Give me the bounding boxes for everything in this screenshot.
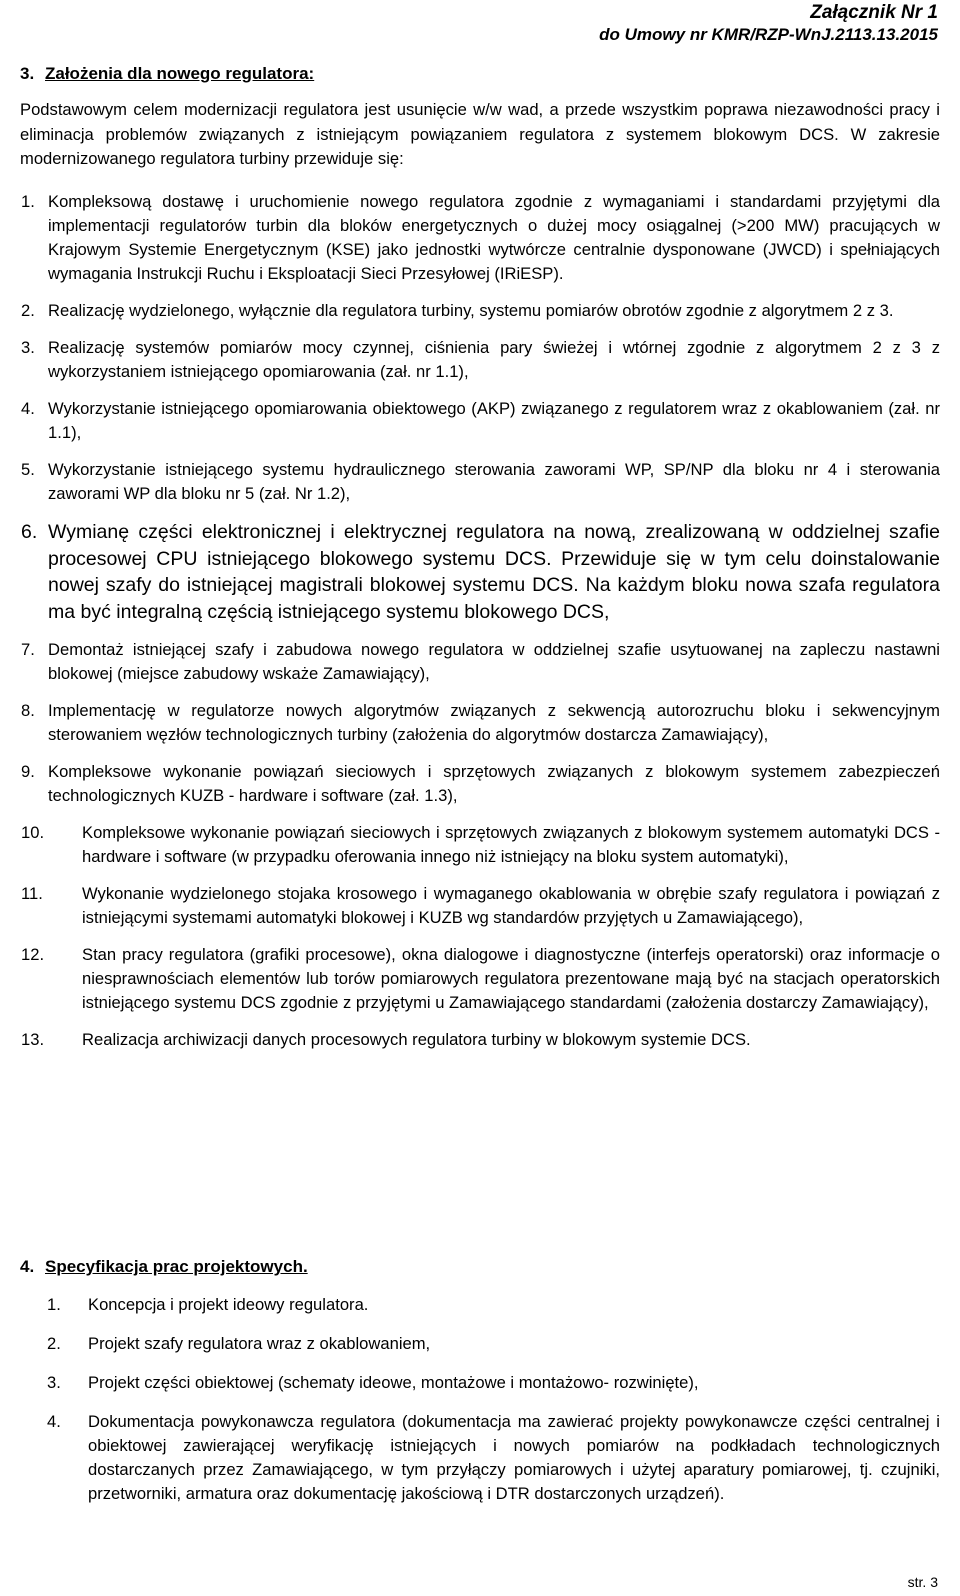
list-item-number: 11. <box>21 884 43 903</box>
list-item <box>20 190 940 286</box>
list-item <box>20 821 940 869</box>
list-item-number: 2. <box>21 301 35 320</box>
list-item-number: 5. <box>21 460 35 479</box>
list-item <box>20 1293 940 1317</box>
list-item-number: 13. <box>21 1030 45 1049</box>
list-item-number: 2. <box>47 1334 61 1353</box>
list-item-text: Implementację w regulatorze nowych algorytmów związanych z sekwencją autorozruchu bloku i sekwencyjnym sterowaniem węzłów technologicznych turbiny (założenia do algorytmów dostarcza Zamawiający), <box>48 701 940 744</box>
list-item-number: 3. <box>21 338 35 357</box>
list-item-number: 10. <box>21 823 45 842</box>
page-header <box>599 2 938 46</box>
list-item-text: Demontaż istniejącej szafy i zabudowa nowego regulatora w oddzielnej szafie usytuowanej na zapleczu nastawni blokowej (miejsce zabudowy wskaże Zamawiający), <box>48 640 940 683</box>
list-item-text: Realizację wydzielonego, wyłącznie dla regulatora turbiny, systemu pomiarów obrotów zgodnie z algorytmem 2 z 3. <box>48 301 894 320</box>
section-4-heading <box>20 1256 308 1278</box>
section-3-heading <box>20 63 314 85</box>
list-item-text: Kompleksowe wykonanie powiązań sieciowych i sprzętowych związanych z blokowym systemem zabezpieczeń technologicznych KUZB - hardware i software (zał. 1.3), <box>48 762 940 805</box>
section-3-intro: Podstawowym celem modernizacji regulatora jest usunięcie w/w wad, a przede wszystkim poprawa niezawodności pracy i eliminacja problemów związanych z istniejącym powiązaniem regulatora z systemem blokowym DCS. W zakresie modernizowanego regulatora turbiny przewiduje się: <box>20 100 940 168</box>
list-item <box>20 299 940 323</box>
list-item-number: 6. <box>21 521 38 543</box>
list-item <box>20 336 940 384</box>
list-item <box>20 1332 940 1356</box>
list-item <box>20 638 940 686</box>
list-item-number: 1. <box>47 1295 61 1314</box>
list-item-number: 12. <box>21 945 45 964</box>
section-4-title: Specyfikacja prac projektowych. <box>45 1257 308 1276</box>
list-item <box>20 699 940 747</box>
list-item <box>20 397 940 445</box>
list-item-text: Wykorzystanie istniejącego opomiarowania obiektowego (AKP) związanego z regulatorem wraz z okablowaniem (zał. nr 1.1), <box>48 399 940 442</box>
list-item-number: 4. <box>21 399 35 418</box>
section-3-list <box>20 190 940 1065</box>
page-number: str. 3 <box>907 1574 938 1590</box>
list-item-text: Wykorzystanie istniejącego systemu hydraulicznego sterowania zaworami WP, SP/NP dla bloku nr 4 i sterowania zaworami WP dla bloku nr 5 (zał. Nr 1.2), <box>48 460 940 503</box>
list-item-number: 3. <box>47 1373 61 1392</box>
list-item-number: 8. <box>21 701 35 720</box>
list-item <box>20 882 940 930</box>
list-item <box>20 1371 940 1395</box>
list-item-text: Wymianę części elektronicznej i elektrycznej regulatora na nową, zrealizowaną w oddzielnej szafie procesowej CPU istniejącego blokowego systemu DCS. Przewiduje się w tym celu doinstalowanie nowej szafy do istniejącej magistrali blokowej systemu DCS. Na każdym bloku nowa szafa regulatora ma być integralną częścią istniejącego systemu blokowego DCS, <box>48 521 940 623</box>
list-item <box>20 1028 940 1052</box>
list-item-text: Dokumentacja powykonawcza regulatora (dokumentacja ma zawierać projekty powykonawcze części centralnej i obiektowej zawierającej weryfikację istniejących i nowych pomiarów na podkładach technologicznych dostarczanych przez Zamawiającego, w tym przyłączy pomiarowych i użytej aparatury pomiarowej, tj. czujniki, przetworniki, armatura oraz dokumentację jakościową i DTR dostarczonych urządzeń). <box>88 1412 940 1503</box>
list-item-number: 9. <box>21 762 35 781</box>
section-3-number: 3. <box>20 64 35 83</box>
list-item-text: Projekt szafy regulatora wraz z okablowaniem, <box>88 1334 431 1353</box>
list-item-text: Realizacja archiwizacji danych procesowych regulatora turbiny w blokowym systemie DCS. <box>82 1030 751 1049</box>
list-item-number: 1. <box>21 192 35 211</box>
attachment-label: Załącznik Nr 1 <box>810 2 938 23</box>
list-item-text: Stan pracy regulatora (grafiki procesowe), okna dialogowe i diagnostyczne (interfejs operatorski) oraz informacje o niesprawnościach elementów lub torów pomiarowych regulatora prezentowane mają być na stacjach operatorskich istniejącego systemu DCS zgodnie z przyjętymi u Zamawiającego standardami (założenia dostarczy Zamawiający), <box>82 945 940 1012</box>
section-3-title: Założenia dla nowego regulatora: <box>45 64 315 83</box>
contract-reference: do Umowy nr KMR/RZP-WnJ.2113.13.2015 <box>599 25 938 44</box>
list-item-text: Kompleksowe wykonanie powiązań sieciowych i sprzętowych związanych z blokowym systemem automatyki DCS - hardware i software (w przypadku oferowania innego niż istniejący na bloku system automatyki), <box>82 823 940 866</box>
list-item <box>20 943 940 1015</box>
list-item-number: 7. <box>21 640 35 659</box>
list-item <box>20 519 940 625</box>
list-item-text: Realizację systemów pomiarów mocy czynnej, ciśnienia pary świeżej i wtórnej zgodnie z algorytmem 2 z 3 z wykorzystaniem istniejącego opomiarowania (zał. nr 1.1), <box>48 338 940 381</box>
list-item-number: 4. <box>47 1412 61 1431</box>
section-4-list <box>20 1293 940 1521</box>
list-item-text: Kompleksową dostawę i uruchomienie nowego regulatora zgodnie z wymaganiami i standardami przyjętymi dla implementacji regulatorów turbin dla bloków energetycznych o dużej mocy osiągalnej (>200 MW) pracujących w Krajowym Systemie Energetycznym (KSE) jako jednostki wytwórcze centralnie dysponowane (JWCD) i spełniających wymagania Instrukcji Ruchu i Eksploatacji Sieci Przesyłowej (IRiESP). <box>48 192 940 283</box>
list-item <box>20 458 940 506</box>
list-item-text: Projekt części obiektowej (schematy ideowe, montażowe i montażowo- rozwinięte), <box>88 1373 699 1392</box>
list-item <box>20 760 940 808</box>
list-item <box>20 1410 940 1506</box>
list-item-text: Koncepcja i projekt ideowy regulatora. <box>88 1295 369 1314</box>
list-item-text: Wykonanie wydzielonego stojaka krosowego i wymaganego okablowania w obrębie szafy regulatora i powiązań z istniejącymi systemami automatyki blokowej i KUZB wg standardów przyjętych u Zamawiającego), <box>82 884 940 927</box>
section-4-number: 4. <box>20 1257 35 1276</box>
